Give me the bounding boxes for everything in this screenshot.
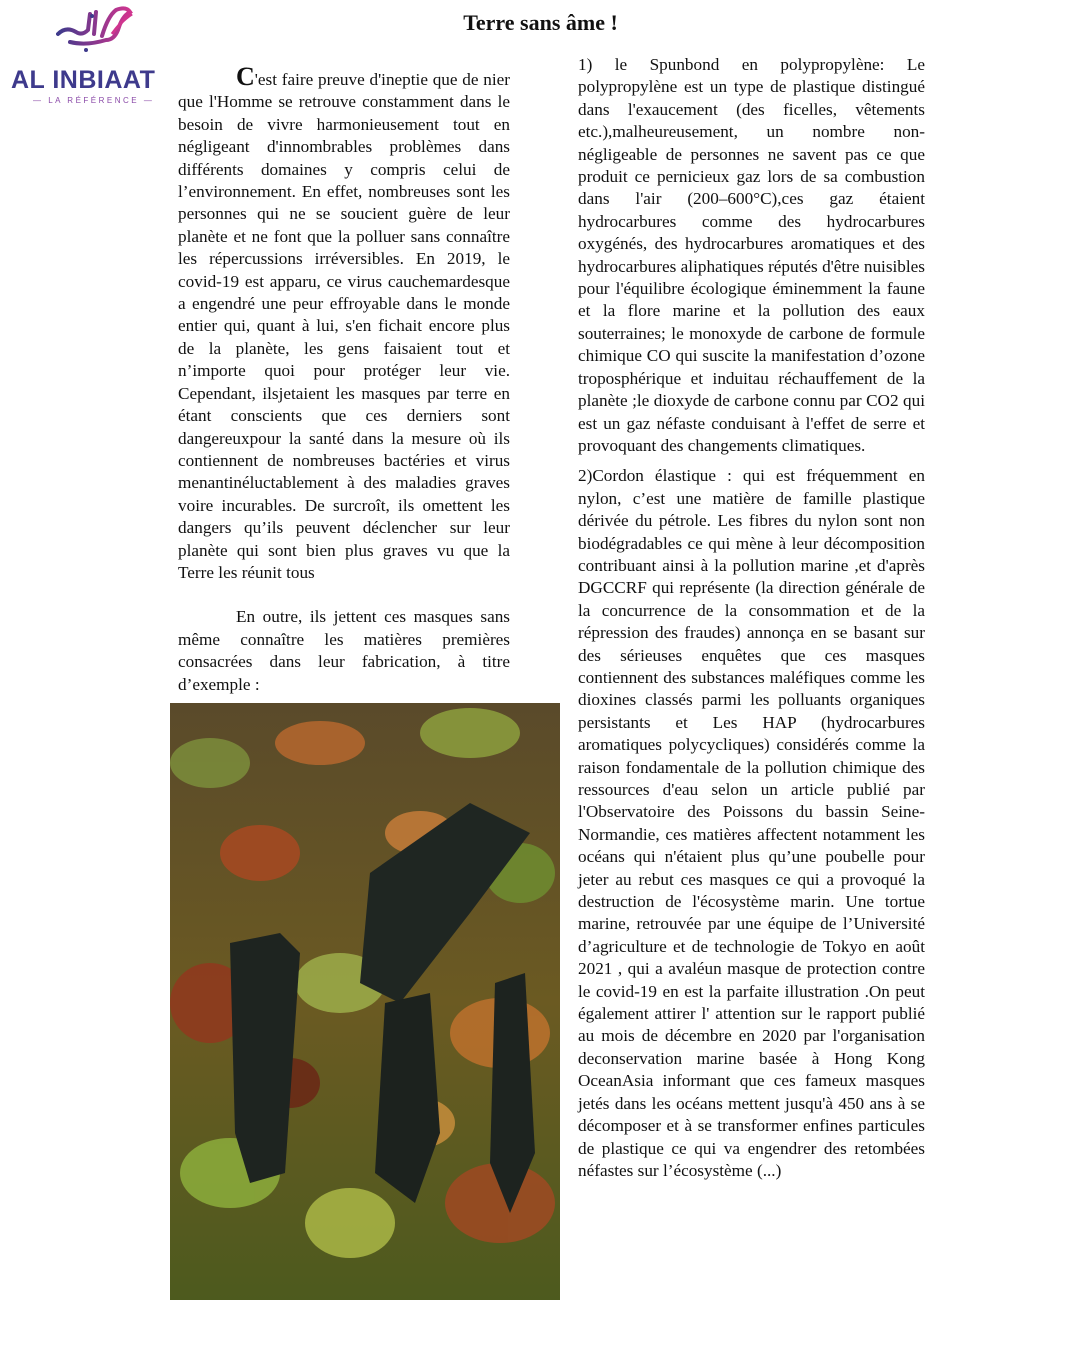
- logo-tagline: — LA RÉFÉRENCE —: [33, 96, 155, 105]
- right-column: [578, 54, 925, 1182]
- paragraph-text: 'est faire preuve d'ineptie que de nier que l'Homme se retrouve constamment dans le besoin de vivre harmonieusement tout en négligeant d'innombrables problèmes dans différents domaines y compris celui de l’environnement. En effet, nombreuses sont les personnes qui ne se soucient guère de leur planète et ne font que la polluer sans connaître les répercussions irréversibles. En 2019, le covid-19 est apparu, ce virus cauchemardesque a engendré une peur effroyable dans le monde entier qui, quant à lui, s'en fichait encore plus de la planète, les gens faisaient tout et n’importe quoi pour protéger leur vie. Cependant, ilsjetaient les masques par terre en étant conscients que ces derniers sont dangereuxpour la santé dans la mesure où ils contiennent de nombreuses bactéries et virus menantinéluctablement à des maladies graves voire incurables. De surcroît, ils omettent les dangers qu’ils peuvent déclencher sur leur planète qui sont bien plus graves vu que la Terre les réunit tous: [178, 70, 510, 582]
- paragraph: [178, 62, 510, 584]
- paragraph: 1) le Spunbond en polypropylène: Le polypropylène est un type de plastique distingué dans l'exaucement (des ficelles, vêtements etc.),malheureusement, un nombre non-négligeable de personnes ne savent pas ce que produit ce pernicieux gaz lors de sa combustion dans l'air (200–600°C),ces gaz étaient hydrocarbures comme des hydrocarbures oxygénés, des hydrocarbures aromatiques et des hydrocarbures aliphatiques réputés d'être nuisibles pour l'équilibre écologique éminemment la faune et la flore marine et la pollution des eaux souterraines; le monoxyde de carbone de formule chimique CO qui suscite la manifestation d’ozone troposphérique et induitau réchauffement de la planète ;le dioxyde de carbone connu par CO2 qui est un gaz néfaste conduisant à l'effet de serre et provoquant des changements climatiques.: [578, 55, 925, 455]
- article-title: Terre sans âme !: [463, 10, 618, 35]
- paragraph: 2)Cordon élastique : qui est fréquemment en nylon, c’est une matière de famille plastique dérivée du pétrole. Les fibres du nylon sont non biodégradables ce qui mène à leur décomposition contribuant ainsi à la pollution marine ,et d'après DGCCRF qui représente (la direction générale de la concurrence de la consommation et de la répression des fraudes) annonça en se basant sur des sérieuses enquêtes que ces masques contiennent des substances maléfiques comme les dioxines classés parmi les polluants organiques persistants et Les HAP (hydrocarbures aromatiques polycycliques) considérés comme la raison fondamentale de la pollution chimique des ressources d'eau selon un article publié par l'Observatoire des Poissons du bassin Seine-Normandie, ces matières affectent notamment les océans qui n'étaient plus qu’une poubelle pour jeter au rebut ces masques ce qui a provoqué la destruction de l'écosystème marin. Une tortue marine, retrouvée par une équipe de l’Université d’agriculture et de technologie de Tokyo en août 2021 , qui a avaléun masque de protection contre le covid-19 en est la parfaite illustration .On peut également attirer l' attention sur le rapport publié au mois de décembre en 2020 par l'organisation deconservation marine basée à Hong Kong OceanAsia informant que ces fameux masques jetés dans les océans mettent jusqu'à 450 ans à se décomposer et à se transformer enfines particules de plastique ce qui va engendrer des retombées néfastes sur l’écosystème (...): [578, 466, 925, 1180]
- drop-cap: C: [236, 62, 255, 91]
- left-column: [178, 62, 510, 696]
- logo-name: AL INBIAAT: [11, 66, 156, 94]
- masks-in-foliage-photo: [170, 703, 560, 1300]
- paragraph: En outre, ils jettent ces masques sans même connaître les matières premières consacrées dans leur fabrication, à titre d’exemple :: [178, 607, 510, 694]
